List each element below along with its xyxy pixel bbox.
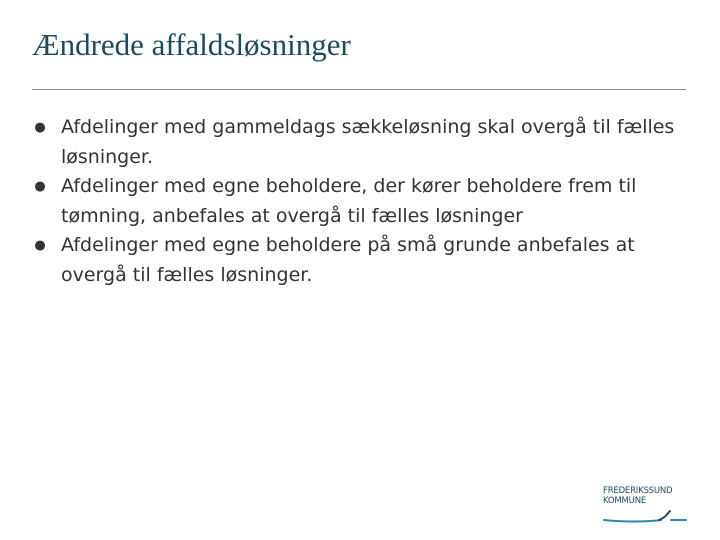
bullet-text: Afdelinger med gammeldags sækkeløsning skal overgå til fælles løsninger.	[61, 116, 675, 168]
bullet-item	[33, 172, 693, 231]
title-divider	[32, 89, 686, 90]
slide-title: Ændrede affaldsløsninger	[32, 27, 351, 62]
bullet-icon: ●	[34, 238, 46, 253]
bullet-item	[33, 231, 693, 290]
bullet-text: Afdelinger med egne beholdere, der kører beholdere frem til tømning, anbefales at overgå til fælles løsninger	[61, 175, 637, 227]
water-wave-icon	[603, 509, 687, 523]
bullet-icon: ●	[34, 120, 46, 135]
bullet-item	[33, 113, 693, 172]
bullet-icon: ●	[34, 179, 46, 194]
bullet-text: Afdelinger med egne beholdere på små grunde anbefales at overgå til fælles løsninger.	[61, 234, 635, 286]
logo-line-2: KOMMUNE	[603, 496, 647, 506]
bullet-list	[33, 113, 693, 290]
municipality-logo	[603, 486, 687, 528]
logo-line-1: FREDERIKSSUND	[603, 486, 673, 496]
